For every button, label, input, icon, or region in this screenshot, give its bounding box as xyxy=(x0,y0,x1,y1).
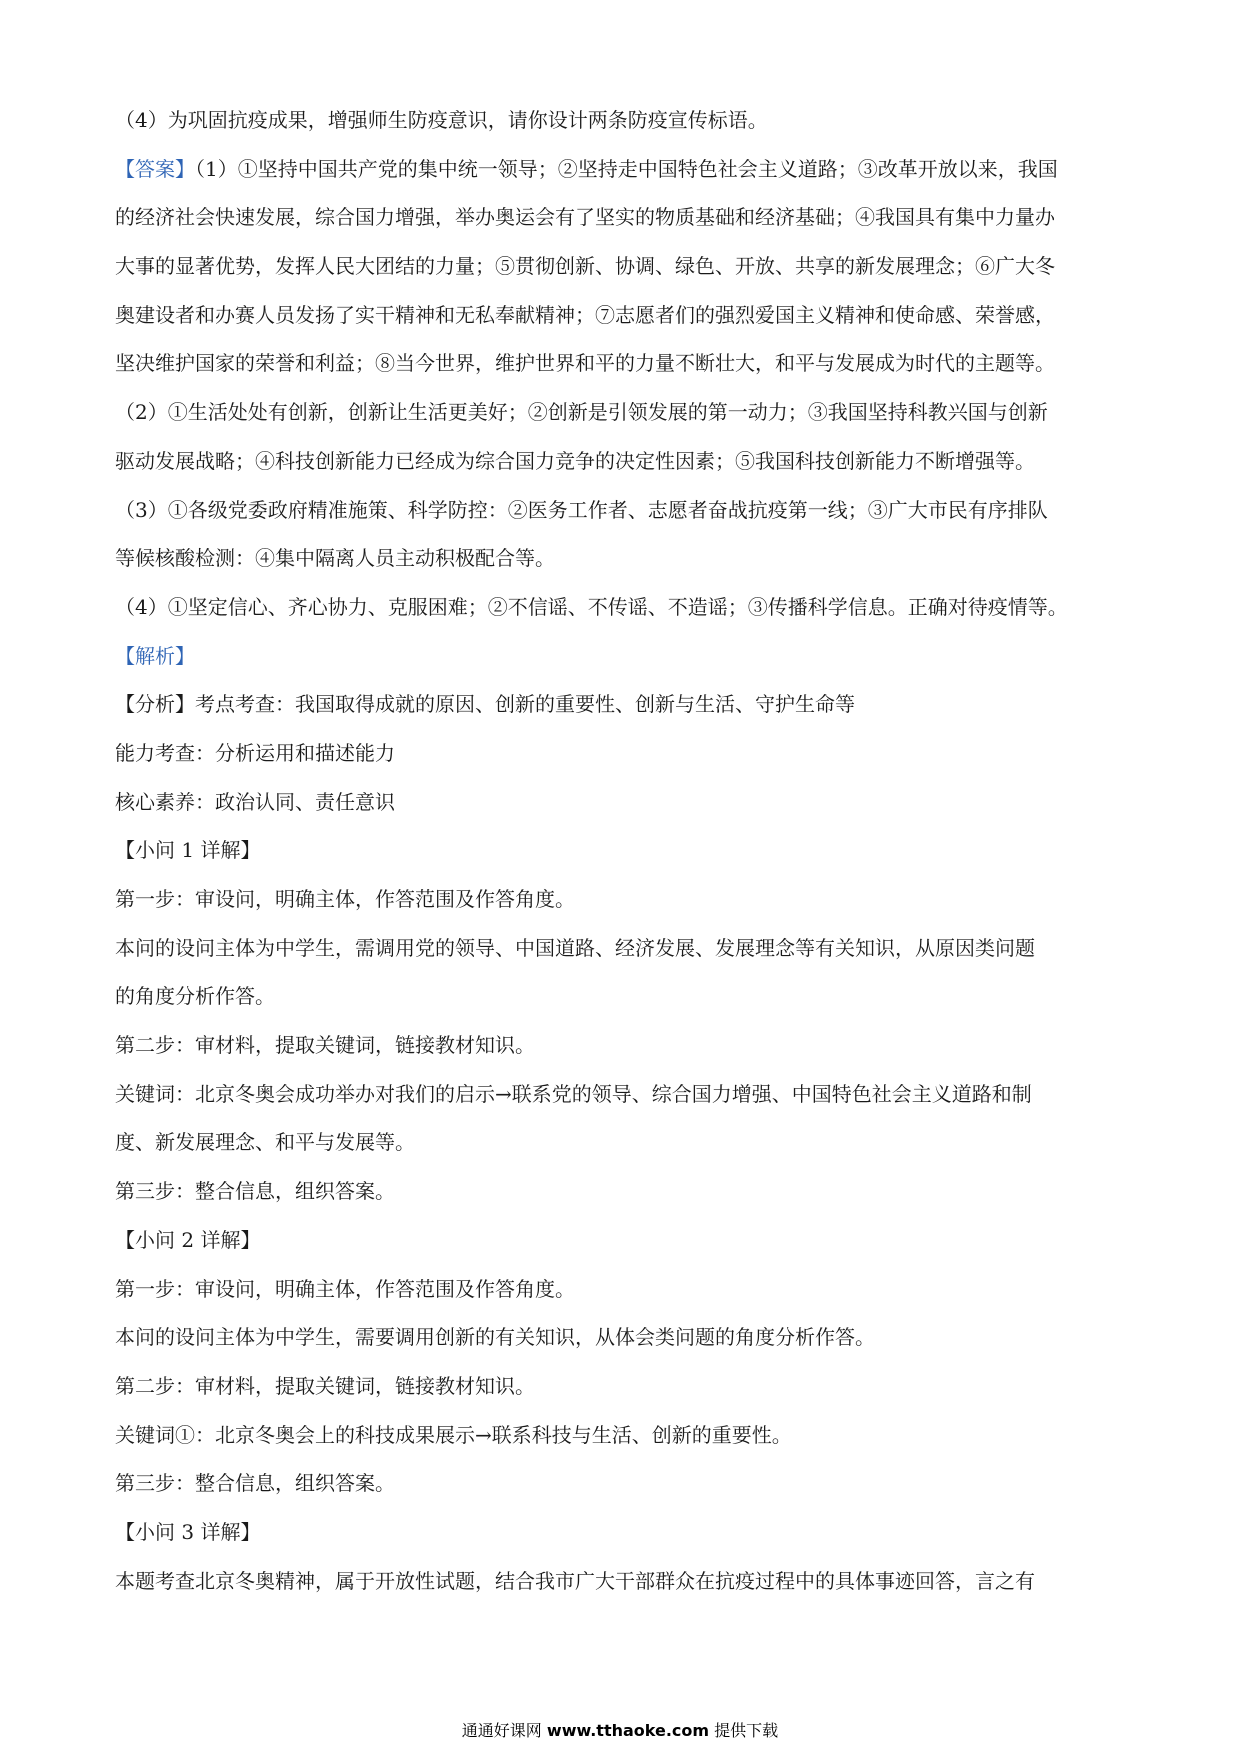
footer-suffix: 提供下载 xyxy=(714,1721,779,1740)
analysis-line-16: 关键词①：北京冬奥会上的科技成果展示→联系科技与生活、创新的重要性。 xyxy=(115,1422,792,1447)
analysis-line-7: 的角度分析作答。 xyxy=(115,984,275,1009)
analysis-line-13: 第一步：审设问，明确主体，作答范围及作答角度。 xyxy=(115,1276,575,1301)
answer-line-9: 等候核酸检测：④集中隔离人员主动积极配合等。 xyxy=(115,546,555,571)
analysis-line-5: 第一步：审设问，明确主体，作答范围及作答角度。 xyxy=(115,887,575,911)
answer-tag: 【答案】 xyxy=(115,156,195,181)
analysis-line-11: 第三步：整合信息，组织答案。 xyxy=(115,1179,395,1204)
answer-line-5: 坚决维护国家的荣誉和利益；⑧当今世界，维护世界和平的力量不断壮大，和平与发展成为时代的主题等。 xyxy=(115,351,1055,376)
answer-line-8: （3）①各级党委政府精准施策、科学防控：②医务工作者、志愿者奋战抗疫第一线；③广大市民有序排队 xyxy=(115,497,1048,522)
analysis-line-6: 本问的设问主体为中学生，需调用党的领导、中国道路、经济发展、发展理念等有关知识，从原因类问题 xyxy=(115,935,1035,960)
analysis-tag: 【解析】 xyxy=(115,643,195,668)
analysis-line-1: 【分析】考点考查：我国取得成就的原因、创新的重要性、创新与生活、守护生命等 xyxy=(115,692,855,717)
question-4: （4）为巩固抗疫成果，增强师生防疫意识，请你设计两条防疫宣传标语。 xyxy=(115,108,768,132)
analysis-line-12: 【小问 2 详解】 xyxy=(115,1227,261,1252)
answer-line-1-text: （1）①坚持中国共产党的集中统一领导；②坚持走中国特色社会主义道路；③改革开放以来，我国 xyxy=(195,156,1058,181)
answer-line-1 xyxy=(115,145,1125,194)
answer-line-6: （2）①生活处处有创新，创新让生活更美好；②创新是引领发展的第一动力；③我国坚持科教兴国与创新 xyxy=(115,400,1048,425)
analysis-line-19: 本题考查北京冬奥精神，属于开放性试题，结合我市广大干部群众在抗疫过程中的具体事迹回答，言之有 xyxy=(115,1568,1035,1593)
footer-url[interactable]: www.tthaoke.com xyxy=(546,1721,710,1740)
answer-line-3: 大事的显著优势，发挥人民大团结的力量；⑤贯彻创新、协调、绿色、开放、共享的新发展理念；⑥广大冬 xyxy=(115,254,1055,279)
answer-line-10: （4）①坚定信心、齐心协力、克服困难；②不信谣、不传谣、不造谣；③传播科学信息。正确对待疫情等。 xyxy=(115,594,1068,619)
analysis-line-18: 【小问 3 详解】 xyxy=(115,1519,261,1544)
answer-line-2: 的经济社会快速发展，综合国力增强，举办奥运会有了坚实的物质基础和经济基础；④我国具有集中力量办 xyxy=(115,205,1055,230)
analysis-line-2: 能力考查：分析运用和描述能力 xyxy=(115,740,395,765)
analysis-line-8: 第二步：审材料，提取关键词，链接教材知识。 xyxy=(115,1033,535,1058)
analysis-line-10: 度、新发展理念、和平与发展等。 xyxy=(115,1130,415,1155)
footer-site: 通通好课网 xyxy=(461,1721,542,1740)
document-body xyxy=(115,96,1125,1605)
analysis-line-14: 本问的设问主体为中学生，需要调用创新的有关知识，从体会类问题的角度分析作答。 xyxy=(115,1325,875,1350)
analysis-line-4: 【小问 1 详解】 xyxy=(115,838,261,863)
page-footer xyxy=(0,1718,1240,1741)
analysis-line-3: 核心素养：政治认同、责任意识 xyxy=(115,789,395,814)
analysis-line-9: 关键词：北京冬奥会成功举办对我们的启示→联系党的领导、综合国力增强、中国特色社会主义道路和制 xyxy=(115,1081,1032,1106)
answer-line-4: 奥建设者和办赛人员发扬了实干精神和无私奉献精神；⑦志愿者们的强烈爱国主义精神和使命感、荣誉感， xyxy=(115,302,1055,327)
analysis-line-15: 第二步：审材料，提取关键词，链接教材知识。 xyxy=(115,1373,535,1398)
analysis-line-17: 第三步：整合信息，组织答案。 xyxy=(115,1471,395,1496)
answer-line-7: 驱动发展战略；④科技创新能力已经成为综合国力竞争的决定性因素；⑤我国科技创新能力不断增强等。 xyxy=(115,448,1035,473)
